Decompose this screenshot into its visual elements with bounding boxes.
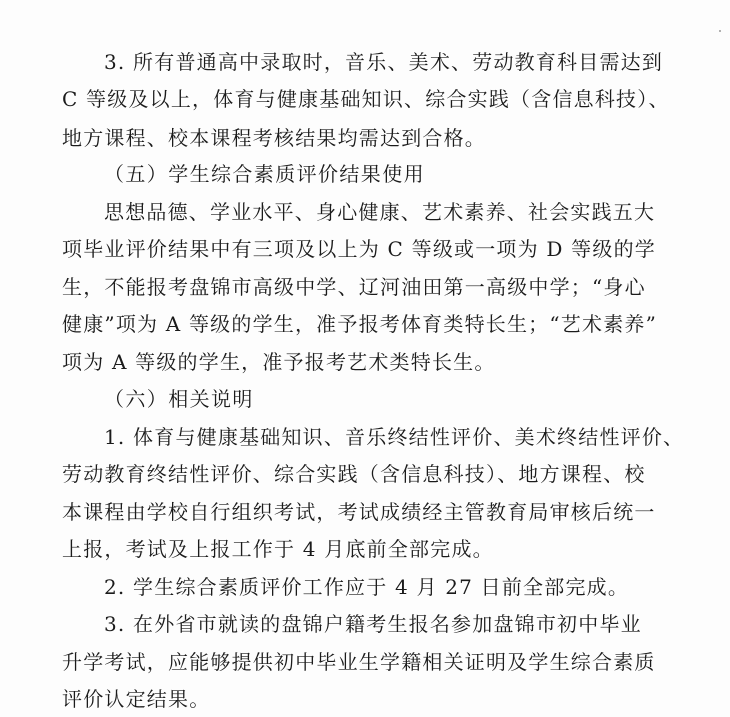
- evaluation-paragraph-line-3: 生，不能报考盘锦市高级中学、辽河油田第一高级中学；“身心: [62, 274, 646, 299]
- scan-speck: [719, 30, 721, 32]
- note-1-line-2: 劳动教育终结性评价、综合实践（含信息科技）、地方课程、校: [62, 462, 646, 487]
- paragraph-3-line-2: C 等级及以上，体育与健康基础知识、综合实践（含信息科技）、: [62, 87, 670, 112]
- section-five-heading: （五）学生综合素质评价结果使用: [104, 162, 425, 187]
- section-six-heading: （六）相关说明: [104, 387, 254, 412]
- evaluation-paragraph-line-2: 项毕业评价结果中有三项及以上为 C 等级或一项为 D 等级的学: [62, 237, 656, 262]
- note-1-line-3: 本课程由学校自行组织考试，考试成绩经主管教育局审核后统一: [62, 499, 656, 524]
- evaluation-paragraph-line-5: 项为 A 等级的学生，准予报考艺术类特长生。: [62, 349, 496, 374]
- evaluation-paragraph-line-1: 思想品德、学业水平、身心健康、艺术素养、社会实践五大: [104, 199, 656, 224]
- note-3-line-1: 3. 在外省市就读的盘锦户籍考生报名参加盘锦市初中毕业: [104, 612, 642, 637]
- paragraph-3-line-3: 地方课程、校本课程考核结果均需达到合格。: [62, 125, 486, 150]
- note-3-line-2: 升学考试，应能够提供初中毕业生学籍相关证明及学生综合素质: [62, 649, 656, 674]
- note-1-line-1: 1. 体育与健康基础知识、音乐终结性评价、美术终结性评价、: [104, 424, 685, 449]
- note-2-line-1: 2. 学生综合素质评价工作应于 4 月 27 日前全部完成。: [104, 574, 630, 599]
- note-1-line-4: 上报，考试及上报工作于 4 月底前全部完成。: [62, 537, 494, 562]
- evaluation-paragraph-line-4: 健康”项为 A 等级的学生，准予报考体育类特长生；“艺术素养”: [62, 312, 658, 337]
- paragraph-3-line-1: 3. 所有普通高中录取时，音乐、美术、劳动教育科目需达到: [104, 50, 664, 74]
- note-3-line-3: 评价认定结果。: [62, 687, 211, 711]
